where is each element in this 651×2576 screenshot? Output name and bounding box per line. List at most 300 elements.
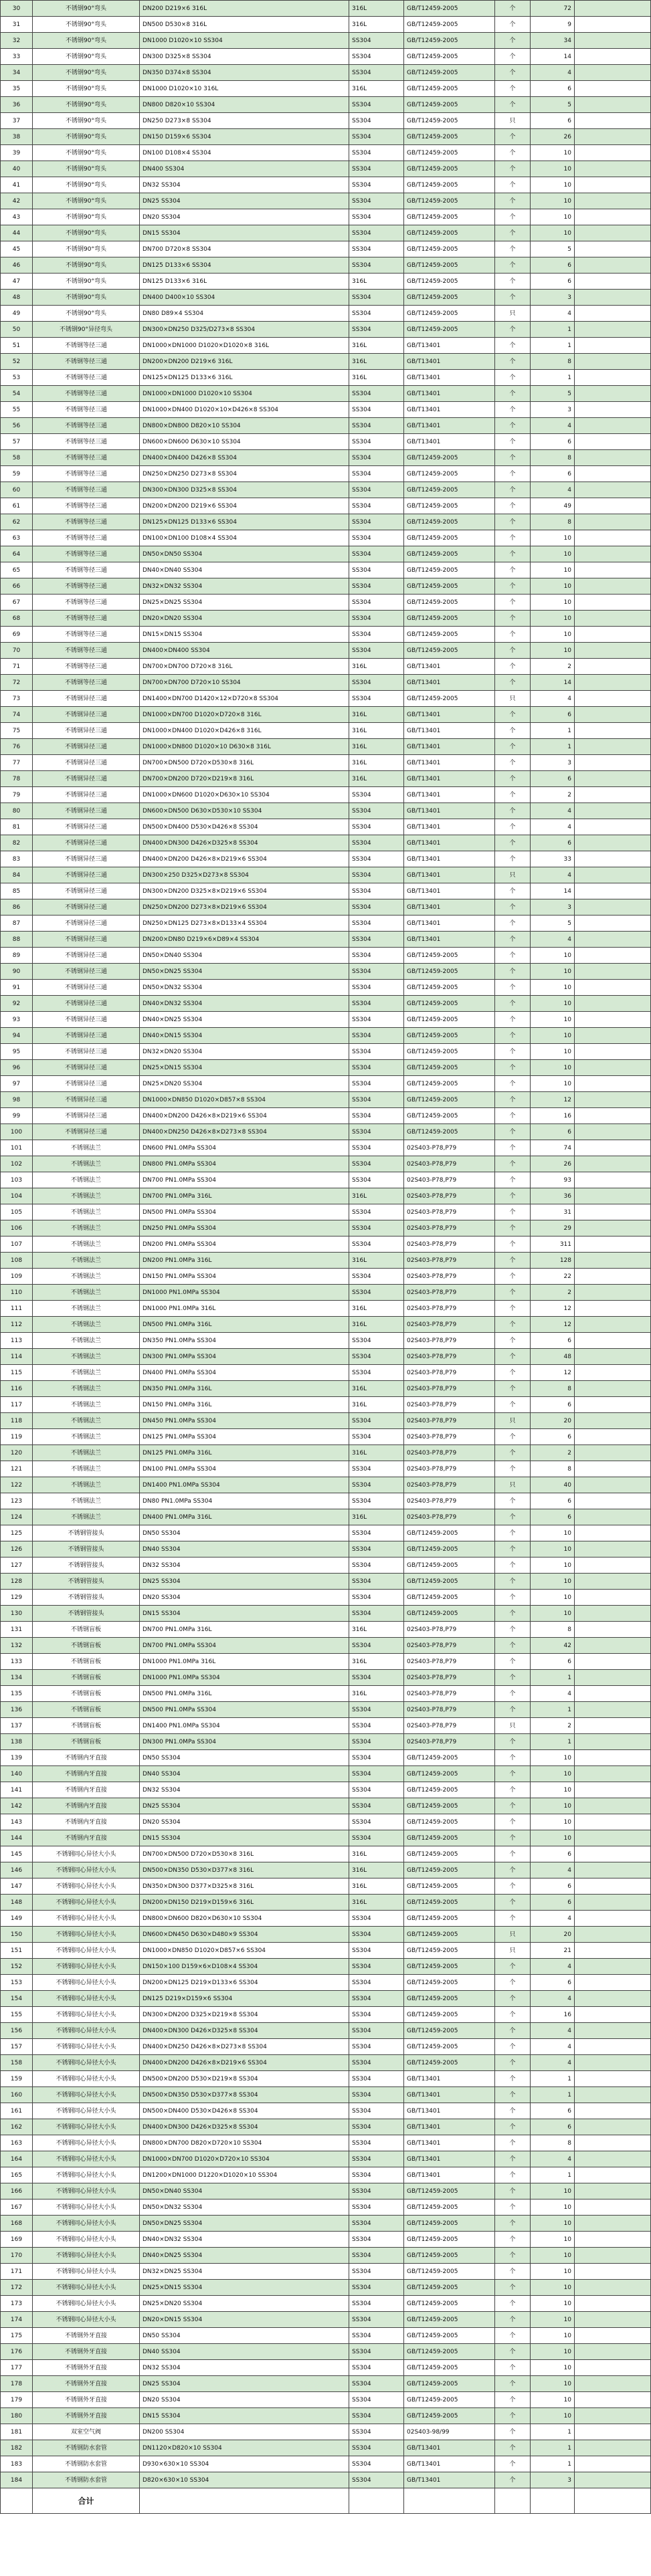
- item-remark: [575, 1975, 651, 1991]
- item-quantity: 1: [531, 370, 575, 386]
- item-name: 不锈钢90°弯头: [33, 49, 140, 65]
- item-material: SS304: [349, 1204, 404, 1220]
- item-spec: DN50 SS304: [140, 1525, 349, 1541]
- item-quantity: 9: [531, 17, 575, 33]
- item-standard: GB/T13401: [404, 338, 495, 354]
- row-number: 112: [1, 1317, 33, 1333]
- item-material: SS304: [349, 2071, 404, 2087]
- item-quantity: 10: [531, 1076, 575, 1092]
- table-row: [1, 1638, 651, 1654]
- item-remark: [575, 290, 651, 306]
- row-number: 134: [1, 1670, 33, 1686]
- item-spec: DN400×DN250 D426×8×D273×8 SS304: [140, 2039, 349, 2055]
- item-quantity: 16: [531, 2007, 575, 2023]
- item-material: SS304: [349, 2039, 404, 2055]
- table-row: [1, 1092, 651, 1108]
- item-material: SS304: [349, 595, 404, 611]
- item-name: 不锈钢异径三通: [33, 1012, 140, 1028]
- item-name: 不锈钢同心异径大小头: [33, 1879, 140, 1895]
- item-spec: DN300 PN1.0MPa SS304: [140, 1349, 349, 1365]
- table-row: [1, 2440, 651, 2456]
- item-unit: 个: [495, 1766, 531, 1782]
- row-number: 79: [1, 787, 33, 803]
- item-remark: [575, 1156, 651, 1172]
- item-standard: 02S403-P78,P79: [404, 1622, 495, 1638]
- item-spec: DN1000×DN600 D1020×D630×10 SS304: [140, 787, 349, 803]
- item-spec: DN200×DN125 D219×D133×6 SS304: [140, 1975, 349, 1991]
- item-unit: 个: [495, 819, 531, 835]
- row-number: 173: [1, 2296, 33, 2312]
- row-number: 154: [1, 1991, 33, 2007]
- item-spec: DN500×DN400 D530×D426×8 SS304: [140, 819, 349, 835]
- item-standard: GB/T13401: [404, 899, 495, 916]
- row-number: 31: [1, 17, 33, 33]
- item-name: 不锈钢同心异径大小头: [33, 2167, 140, 2183]
- table-row: [1, 996, 651, 1012]
- item-name: 不锈钢同心异径大小头: [33, 2023, 140, 2039]
- item-remark: [575, 65, 651, 81]
- item-spec: DN100 D108×4 SS304: [140, 145, 349, 161]
- item-remark: [575, 49, 651, 65]
- row-number: 120: [1, 1445, 33, 1461]
- item-quantity: 10: [531, 2376, 575, 2392]
- item-remark: [575, 1220, 651, 1237]
- item-standard: GB/T12459-2005: [404, 2023, 495, 2039]
- item-name: 不锈钢90°弯头: [33, 161, 140, 177]
- item-name: 不锈钢管接头: [33, 1558, 140, 1574]
- item-material: SS304: [349, 2424, 404, 2440]
- item-name: 不锈钢同心异径大小头: [33, 2071, 140, 2087]
- item-unit: 个: [495, 2232, 531, 2248]
- row-number: 68: [1, 611, 33, 627]
- item-standard: GB/T12459-2005: [404, 1750, 495, 1766]
- item-remark: [575, 1686, 651, 1702]
- item-quantity: 10: [531, 1574, 575, 1590]
- item-remark: [575, 1525, 651, 1541]
- item-standard: 02S403-P78,P79: [404, 1172, 495, 1188]
- item-spec: DN800 D820×10 SS304: [140, 97, 349, 113]
- item-remark: [575, 867, 651, 883]
- row-number: 144: [1, 1830, 33, 1846]
- item-remark: [575, 1718, 651, 1734]
- item-remark: [575, 803, 651, 819]
- item-quantity: 33: [531, 851, 575, 867]
- item-remark: [575, 1734, 651, 1750]
- item-standard: GB/T13401: [404, 2167, 495, 2183]
- item-unit: 个: [495, 1445, 531, 1461]
- item-spec: DN1000 PN1.0MPa 316L: [140, 1654, 349, 1670]
- item-material: SS304: [349, 450, 404, 466]
- table-row: [1, 2103, 651, 2119]
- item-unit: 个: [495, 2167, 531, 2183]
- item-quantity: 10: [531, 643, 575, 659]
- item-name: 不锈钢异径三通: [33, 899, 140, 916]
- item-unit: 个: [495, 1959, 531, 1975]
- table-row: [1, 1798, 651, 1814]
- item-unit: 个: [495, 1830, 531, 1846]
- item-standard: GB/T12459-2005: [404, 1991, 495, 2007]
- item-unit: 个: [495, 1204, 531, 1220]
- item-material: SS304: [349, 562, 404, 578]
- item-spec: DN80 D89×4 SS304: [140, 306, 349, 322]
- item-remark: [575, 964, 651, 980]
- item-name: 不锈钢法兰: [33, 1204, 140, 1220]
- table-row: [1, 290, 651, 306]
- item-spec: DN300 PN1.0MPa SS304: [140, 1734, 349, 1750]
- table-row: [1, 193, 651, 209]
- row-number: 147: [1, 1879, 33, 1895]
- item-name: 不锈钢等径三通: [33, 514, 140, 530]
- item-unit: 个: [495, 1493, 531, 1509]
- table-row: [1, 1895, 651, 1911]
- item-name: 不锈钢等径三通: [33, 611, 140, 627]
- item-remark: [575, 1477, 651, 1493]
- item-name: 不锈钢内牙直接: [33, 1766, 140, 1782]
- item-spec: DN300 D325×8 SS304: [140, 49, 349, 65]
- item-name: 不锈钢90°弯头: [33, 81, 140, 97]
- item-standard: 02S403-P78,P79: [404, 1493, 495, 1509]
- table-row: [1, 1702, 651, 1718]
- item-unit: 个: [495, 2344, 531, 2360]
- item-material: SS304: [349, 1108, 404, 1124]
- item-quantity: 4: [531, 2055, 575, 2071]
- table-row: [1, 980, 651, 996]
- item-material: SS304: [349, 851, 404, 867]
- item-name: 不锈钢法兰: [33, 1172, 140, 1188]
- item-remark: [575, 418, 651, 434]
- row-number: 76: [1, 739, 33, 755]
- item-material: SS304: [349, 1044, 404, 1060]
- item-material: 316L: [349, 1862, 404, 1879]
- item-standard: GB/T12459-2005: [404, 1606, 495, 1622]
- item-spec: DN20 SS304: [140, 1590, 349, 1606]
- item-name: 不锈钢盲板: [33, 1686, 140, 1702]
- item-material: 316L: [349, 1397, 404, 1413]
- row-number: 32: [1, 33, 33, 49]
- item-standard: 02S403-P78,P79: [404, 1702, 495, 1718]
- item-quantity: 6: [531, 81, 575, 97]
- item-unit: 个: [495, 1012, 531, 1028]
- item-quantity: 5: [531, 97, 575, 113]
- item-spec: DN20 SS304: [140, 209, 349, 225]
- item-spec: DN40×DN25 SS304: [140, 1012, 349, 1028]
- item-quantity: 21: [531, 1943, 575, 1959]
- item-material: SS304: [349, 819, 404, 835]
- item-remark: [575, 627, 651, 643]
- item-remark: [575, 1590, 651, 1606]
- item-standard: GB/T13401: [404, 2103, 495, 2119]
- item-name: 不锈钢同心异径大小头: [33, 1927, 140, 1943]
- item-quantity: 12: [531, 1092, 575, 1108]
- item-name: 双室空气阀: [33, 2424, 140, 2440]
- item-spec: DN50×DN50 SS304: [140, 546, 349, 562]
- item-quantity: 5: [531, 386, 575, 402]
- item-spec: DN50×DN32 SS304: [140, 980, 349, 996]
- item-remark: [575, 482, 651, 498]
- item-name: 不锈钢同心异径大小头: [33, 1959, 140, 1975]
- table-row: [1, 322, 651, 338]
- table-row: [1, 1461, 651, 1477]
- item-standard: GB/T12459-2005: [404, 1766, 495, 1782]
- table-row: [1, 2135, 651, 2151]
- table-row: [1, 627, 651, 643]
- table-row: [1, 819, 651, 835]
- item-quantity: 14: [531, 49, 575, 65]
- row-number: 101: [1, 1140, 33, 1156]
- item-quantity: 8: [531, 354, 575, 370]
- item-spec: DN350 PN1.0MPa 316L: [140, 1381, 349, 1397]
- item-material: SS304: [349, 1558, 404, 1574]
- item-remark: [575, 932, 651, 948]
- item-name: 不锈钢同心异径大小头: [33, 2248, 140, 2264]
- item-remark: [575, 2248, 651, 2264]
- item-standard: 02S403-P78,P79: [404, 1333, 495, 1349]
- row-number: 174: [1, 2312, 33, 2328]
- item-material: 316L: [349, 1317, 404, 1333]
- row-number: 58: [1, 450, 33, 466]
- item-material: SS304: [349, 1734, 404, 1750]
- item-standard: GB/T12459-2005: [404, 129, 495, 145]
- row-number: 35: [1, 81, 33, 97]
- item-standard: 02S403-P78,P79: [404, 1140, 495, 1156]
- item-remark: [575, 1172, 651, 1188]
- row-number: 57: [1, 434, 33, 450]
- item-unit: 个: [495, 2039, 531, 2055]
- item-standard: GB/T12459-2005: [404, 611, 495, 627]
- item-name: 不锈钢90°弯头: [33, 193, 140, 209]
- item-quantity: 4: [531, 803, 575, 819]
- item-spec: DN20 SS304: [140, 1814, 349, 1830]
- item-unit: 个: [495, 386, 531, 402]
- item-name: 不锈钢异径三通: [33, 948, 140, 964]
- item-name: 不锈钢法兰: [33, 1220, 140, 1237]
- table-row: [1, 49, 651, 65]
- item-name: 不锈钢90°弯头: [33, 17, 140, 33]
- item-standard: GB/T12459-2005: [404, 562, 495, 578]
- item-remark: [575, 595, 651, 611]
- item-spec: DN1000 D1020×10 316L: [140, 81, 349, 97]
- item-material: 316L: [349, 1, 404, 17]
- item-material: SS304: [349, 466, 404, 482]
- item-name: 不锈钢外牙直接: [33, 2360, 140, 2376]
- row-number: 169: [1, 2232, 33, 2248]
- item-name: 不锈钢异径三通: [33, 1044, 140, 1060]
- item-name: 不锈钢法兰: [33, 1301, 140, 1317]
- item-quantity: 10: [531, 1814, 575, 1830]
- item-name: 不锈钢等径三通: [33, 627, 140, 643]
- item-quantity: 26: [531, 1156, 575, 1172]
- item-remark: [575, 1, 651, 17]
- item-spec: DN300×250 D325×D273×8 SS304: [140, 867, 349, 883]
- item-remark: [575, 1285, 651, 1301]
- item-quantity: 4: [531, 306, 575, 322]
- item-material: SS304: [349, 129, 404, 145]
- item-name: 不锈钢法兰: [33, 1253, 140, 1269]
- item-quantity: 10: [531, 1060, 575, 1076]
- item-spec: DN125 PN1.0MPa SS304: [140, 1429, 349, 1445]
- item-material: SS304: [349, 2408, 404, 2424]
- item-name: 不锈钢同心异径大小头: [33, 2199, 140, 2216]
- item-spec: DN1000 PN1.0MPa SS304: [140, 1285, 349, 1301]
- row-number: 124: [1, 1509, 33, 1525]
- item-quantity: 93: [531, 1172, 575, 1188]
- item-standard: GB/T12459-2005: [404, 1574, 495, 1590]
- row-number: 137: [1, 1718, 33, 1734]
- item-name: 不锈钢法兰: [33, 1349, 140, 1365]
- item-name: 不锈钢同心异径大小头: [33, 1862, 140, 1879]
- item-material: SS304: [349, 97, 404, 113]
- item-spec: DN350 PN1.0MPa SS304: [140, 1333, 349, 1349]
- item-material: SS304: [349, 2472, 404, 2488]
- row-number: 117: [1, 1397, 33, 1413]
- table-row: [1, 803, 651, 819]
- item-quantity: 6: [531, 1397, 575, 1413]
- item-quantity: 4: [531, 2151, 575, 2167]
- table-row: [1, 386, 651, 402]
- item-quantity: 6: [531, 1429, 575, 1445]
- item-quantity: 1: [531, 338, 575, 354]
- table-row: [1, 1670, 651, 1686]
- item-remark: [575, 145, 651, 161]
- item-standard: 02S403-P78,P79: [404, 1188, 495, 1204]
- item-name: 不锈钢外牙直接: [33, 2328, 140, 2344]
- table-row: [1, 2328, 651, 2344]
- item-quantity: 4: [531, 482, 575, 498]
- item-unit: 个: [495, 723, 531, 739]
- item-standard: 02S403-P78,P79: [404, 1477, 495, 1493]
- row-number: 104: [1, 1188, 33, 1204]
- row-number: 160: [1, 2087, 33, 2103]
- item-remark: [575, 2408, 651, 2424]
- table-row: [1, 1943, 651, 1959]
- table-row: [1, 1493, 651, 1509]
- item-material: 316L: [349, 1253, 404, 1269]
- table-row: [1, 354, 651, 370]
- item-spec: DN400×DN200 D426×8×D219×6 SS304: [140, 1108, 349, 1124]
- row-number: 73: [1, 691, 33, 707]
- item-quantity: 20: [531, 1413, 575, 1429]
- item-name: 不锈钢法兰: [33, 1381, 140, 1397]
- item-quantity: 6: [531, 1654, 575, 1670]
- item-remark: [575, 1060, 651, 1076]
- item-material: SS304: [349, 322, 404, 338]
- item-name: 不锈钢同心异径大小头: [33, 2039, 140, 2055]
- row-number: 34: [1, 65, 33, 81]
- item-standard: GB/T12459-2005: [404, 2216, 495, 2232]
- row-number: 167: [1, 2199, 33, 2216]
- item-unit: 个: [495, 1220, 531, 1237]
- item-standard: GB/T13401: [404, 386, 495, 402]
- item-spec: DN600×DN450 D630×D480×9 SS304: [140, 1927, 349, 1943]
- item-remark: [575, 2023, 651, 2039]
- table-row: [1, 1429, 651, 1445]
- row-number: 77: [1, 755, 33, 771]
- item-remark: [575, 354, 651, 370]
- item-spec: DN15×DN15 SS304: [140, 627, 349, 643]
- row-number: 133: [1, 1654, 33, 1670]
- item-unit: 个: [495, 948, 531, 964]
- item-material: SS304: [349, 883, 404, 899]
- item-quantity: 10: [531, 562, 575, 578]
- item-quantity: 1: [531, 2087, 575, 2103]
- item-material: SS304: [349, 2376, 404, 2392]
- row-number: 59: [1, 466, 33, 482]
- item-material: SS304: [349, 1269, 404, 1285]
- table-row: [1, 1654, 651, 1670]
- item-unit: 个: [495, 835, 531, 851]
- item-quantity: 10: [531, 2312, 575, 2328]
- table-row: [1, 1959, 651, 1975]
- item-remark: [575, 546, 651, 562]
- item-quantity: 10: [531, 530, 575, 546]
- table-row: [1, 643, 651, 659]
- item-unit: 个: [495, 1975, 531, 1991]
- table-row: [1, 2119, 651, 2135]
- item-standard: 02S403-P78,P79: [404, 1237, 495, 1253]
- item-standard: GB/T12459-2005: [404, 2408, 495, 2424]
- item-material: SS304: [349, 1365, 404, 1381]
- item-material: SS304: [349, 1285, 404, 1301]
- row-number: 84: [1, 867, 33, 883]
- item-standard: 02S403-P78,P79: [404, 1365, 495, 1381]
- item-quantity: 3: [531, 402, 575, 418]
- item-unit: 个: [495, 1156, 531, 1172]
- item-material: SS304: [349, 2103, 404, 2119]
- item-spec: D820×630×10 SS304: [140, 2472, 349, 2488]
- item-unit: 个: [495, 2119, 531, 2135]
- item-quantity: 4: [531, 932, 575, 948]
- item-name: 不锈钢等径三通: [33, 659, 140, 675]
- item-unit: 个: [495, 2376, 531, 2392]
- item-quantity: 10: [531, 2199, 575, 2216]
- item-unit: 个: [495, 771, 531, 787]
- item-standard: GB/T12459-2005: [404, 161, 495, 177]
- table-row: [1, 1991, 651, 2007]
- item-unit: 个: [495, 482, 531, 498]
- item-remark: [575, 787, 651, 803]
- item-standard: GB/T13401: [404, 2119, 495, 2135]
- item-spec: DN40 SS304: [140, 1766, 349, 1782]
- item-name: 不锈钢异径三通: [33, 980, 140, 996]
- item-unit: 个: [495, 643, 531, 659]
- item-unit: 个: [495, 2408, 531, 2424]
- item-remark: [575, 2392, 651, 2408]
- item-remark: [575, 1766, 651, 1782]
- table-row: [1, 1911, 651, 1927]
- table-row: [1, 1509, 651, 1525]
- item-quantity: 2: [531, 787, 575, 803]
- item-unit: 个: [495, 225, 531, 241]
- item-standard: GB/T12459-2005: [404, 145, 495, 161]
- total-label: 合计: [33, 2488, 140, 2514]
- item-material: SS304: [349, 2183, 404, 2199]
- item-standard: GB/T12459-2005: [404, 964, 495, 980]
- item-material: SS304: [349, 803, 404, 819]
- item-quantity: 5: [531, 241, 575, 257]
- item-remark: [575, 1237, 651, 1253]
- item-material: SS304: [349, 2312, 404, 2328]
- row-number: 128: [1, 1574, 33, 1590]
- item-name: 不锈钢同心异径大小头: [33, 2183, 140, 2199]
- item-remark: [575, 2296, 651, 2312]
- item-spec: DN300×DN250 D325/D273×8 SS304: [140, 322, 349, 338]
- table-row: [1, 514, 651, 530]
- item-spec: DN500 PN1.0MPa SS304: [140, 1204, 349, 1220]
- row-number: 85: [1, 883, 33, 899]
- item-material: SS304: [349, 514, 404, 530]
- row-number: 91: [1, 980, 33, 996]
- item-material: 316L: [349, 723, 404, 739]
